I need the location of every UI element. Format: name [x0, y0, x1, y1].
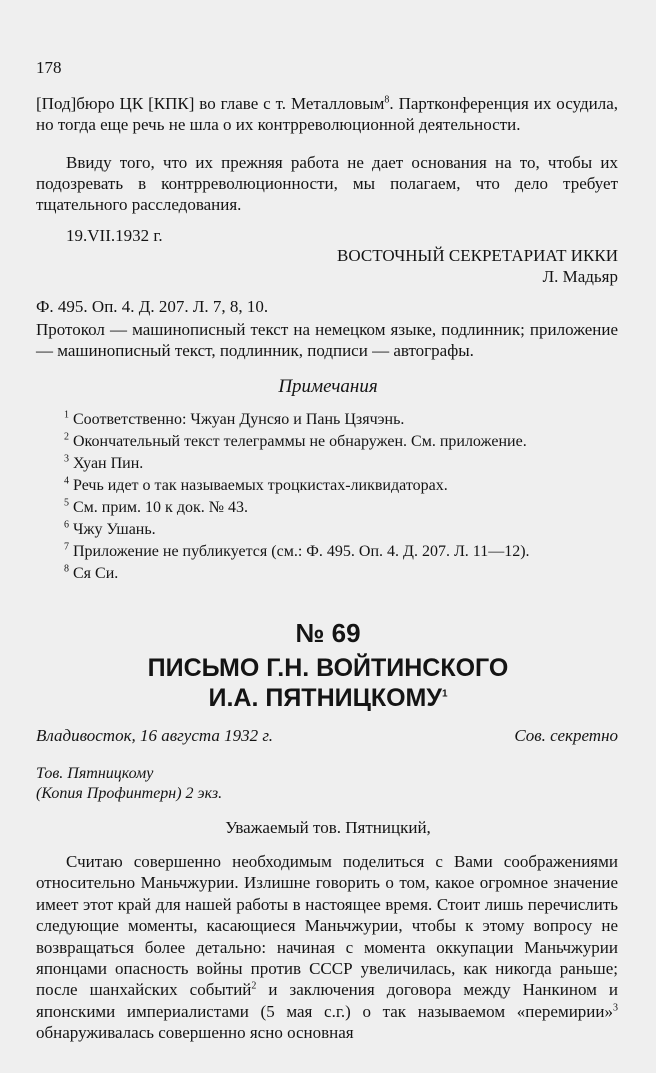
note-7: [64, 542, 530, 562]
note-number: 8: [64, 563, 69, 575]
document-title-line1: ПИСЬМО Г.Н. ВОЙТИНСКОГО: [147, 654, 509, 682]
place-and-date: Владивосток, 16 августа 1932 г.: [36, 726, 274, 745]
note-text: Хуан Пин.: [73, 455, 144, 472]
note-number: 2: [64, 431, 69, 443]
footnote-ref-8: 8: [384, 94, 390, 106]
note-number: 5: [64, 497, 69, 509]
secrecy-mark: Сов. секретно: [514, 726, 618, 745]
footnote-ref-3: 3: [613, 1002, 618, 1014]
note-text: Чжу Ушань.: [73, 521, 156, 538]
signature-organization: ВОСТОЧНЫЙ СЕКРЕТАРИАТ ИККИ: [337, 246, 618, 265]
protocol-description: Протокол — машинописный текст на немецком языке, подлинник; приложение — машинописный текст, подлинник, подписи — автографы.: [36, 320, 618, 360]
note-2: [64, 432, 527, 452]
document-date: 19.VII.1932 г.: [66, 226, 163, 245]
note-text: Ся Си.: [73, 565, 119, 582]
copy-note: (Копия Профинтерн) 2 экз.: [36, 785, 223, 802]
note-3: [64, 454, 143, 474]
note-5: [64, 498, 248, 518]
greeting: Уважаемый тов. Пятницкий,: [225, 818, 431, 837]
note-number: 6: [64, 519, 69, 531]
letter-body-text-a: Считаю совершенно необходимым поделиться с Вами соображениями относительно Маньчжурии. Излишне говорить о том, какое огромное значение имеет этот край для нашей работы в настоящее время. Стоит лишь перечислить следующие моменты, касающиеся Маньчжурии, чтобы к этому вопросу не возвращаться более детально: начиная с момента оккупации Маньчжурии японцами опасность войны против СССР увеличилась, как никогда раньше; после шанхайских событий: [36, 852, 618, 1000]
note-6: [64, 520, 156, 540]
note-text: Речь идет о так называемых троцкистах-ликвидаторах.: [73, 477, 448, 494]
document-title-line2: [0, 683, 656, 713]
note-text: Приложение не публикуется (см.: Ф. 495. Оп. 4. Д. 207. Л. 11—12).: [73, 543, 530, 560]
note-8: [64, 564, 118, 584]
page-number: 178: [36, 58, 62, 77]
archive-reference: Ф. 495. Оп. 4. Д. 207. Л. 7, 8, 10.: [36, 297, 269, 316]
note-number: 3: [64, 453, 69, 465]
addressee: Тов. Пятницкому: [36, 765, 154, 782]
letter-body-text-b: и заключения договора между Нанкином и японскими империалистами (5 мая с.г.) о так называемом «перемирии»: [36, 980, 618, 1021]
notes-heading: Примечания: [278, 376, 378, 397]
note-number: 1: [64, 409, 69, 421]
title-footnote-ref: 1: [441, 688, 448, 700]
signature-name: Л. Мадьяр: [542, 267, 618, 286]
paragraph-party-bureau-rest: . Партконференция их осудила, но тогда еще речь не шла о их контрреволюционной деятельности.: [36, 94, 618, 134]
letter-body: [36, 851, 618, 1044]
note-1: [64, 410, 404, 430]
note-number: 7: [64, 541, 69, 553]
note-number: 4: [64, 475, 69, 487]
note-text: См. прим. 10 к док. № 43.: [73, 499, 248, 516]
letter-body-text-c: обнаруживалась совершенно ясно основная: [36, 1023, 354, 1043]
paragraph-investigation: Ввиду того, что их прежняя работа не дает основания на то, чтобы их подозревать в контрреволюционности, мы полагаем, что дело требует тщательного расследования.: [36, 153, 618, 214]
note-text: Соответственно: Чжуан Дунсяо и Пань Цзячэнь.: [73, 411, 405, 428]
note-4: [64, 476, 448, 496]
paragraph-party-bureau-text: [Под]бюро ЦК [КПК] во главе с т. Металловым: [36, 94, 385, 113]
footnote-ref-2: 2: [251, 980, 257, 992]
document-title-line2-text: И.А. ПЯТНИЦКОМУ: [208, 684, 442, 712]
document-number: № 69: [295, 618, 361, 648]
note-text: Окончательный текст телеграммы не обнаружен. См. приложение.: [73, 433, 527, 450]
paragraph-party-bureau: [36, 93, 618, 135]
